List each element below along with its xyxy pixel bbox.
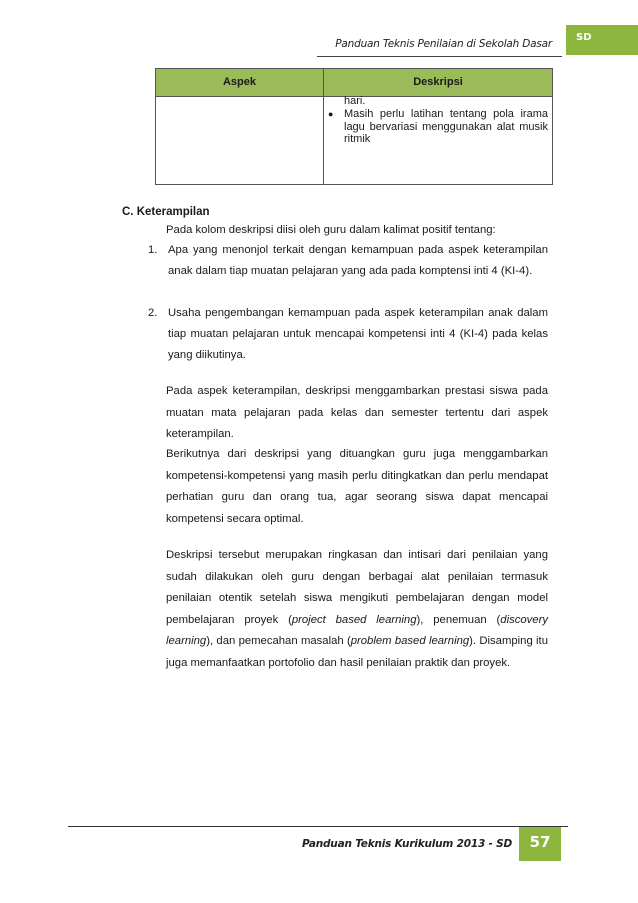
paragraph-2: Berikutnya dari deskripsi yang dituangkan guru juga menggambarkan kompetensi-kompetensi yang masih perlu ditingkatkan dan perlu mendapat perhatian guru dan orang tua, agar seorang siswa dapat mencapai kompetensi secara optimal.	[166, 448, 548, 525]
paragraph-1: Pada aspek keterampilan, deskripsi menggambarkan prestasi siswa pada muatan mata pelajaran pada kelas dan semester tertentu dari aspek keterampilan.	[166, 385, 548, 440]
header-aspek: Aspek	[222, 76, 257, 88]
term-pjbl: project based learning	[291, 613, 417, 626]
list-number: 2.	[148, 307, 158, 319]
paragraph-3	[166, 545, 548, 674]
level-tab	[566, 25, 638, 55]
intro-text: Pada kolom deskripsi diisi oleh guru dalam kalimat positif tentang:	[166, 224, 496, 236]
header-rule	[317, 56, 562, 57]
cell-continuation: hari.	[344, 95, 366, 107]
running-footer: Panduan Teknis Kurikulum 2013 - SD	[302, 838, 512, 850]
paragraph-3-part: ). Disamping itu juga memanfaatkan portofolio dan hasil penilaian praktik dan proyek.	[166, 635, 548, 669]
paragraph-3-part: ), penemuan (	[416, 613, 501, 626]
paragraph-3-part: Deskripsi tersebut merupakan ringkasan dan intisari dari penilaian yang sudah dilakukan oleh guru dengan berbagai alat penilaian termasuk penilaian otentik setelah siswa mengikuti pembelajaran dengan model pembelajaran proyek (	[166, 549, 548, 626]
description-table	[155, 68, 553, 185]
level-tab-label: SD	[576, 32, 592, 43]
list-text: Usaha pengembangan kemampuan pada aspek keterampilan anak dalam tiap muatan pelajaran untuk mencapai kompetensi inti 4 (KI-4) pada kelas yang diikutinya.	[168, 307, 548, 361]
section-title: C. Keterampilan	[122, 206, 210, 218]
page-number-box	[519, 827, 561, 861]
footer-rule	[68, 826, 568, 827]
paragraph-3-part: ), dan pemecahan masalah (	[206, 635, 351, 647]
term-pbl: problem based learning	[350, 635, 470, 647]
list-text: Apa yang menonjol terkait dengan kemampuan pada aspek keterampilan anak dalam tiap muatan pelajaran yang ada pada komptensi inti 4 (KI-4).	[168, 244, 548, 277]
term-discovery: discovery learning	[166, 613, 548, 647]
running-header: Panduan Teknis Penilaian di Sekolah Dasar	[335, 38, 552, 50]
bullet-text: Masih perlu latihan tentang pola irama lagu bervariasi menggunakan alat musik ritmik	[344, 108, 548, 145]
list-number: 1.	[148, 244, 158, 256]
bullet-icon: ●	[328, 109, 334, 119]
header-deskripsi: Deskripsi	[413, 76, 463, 88]
page-number: 57	[529, 833, 551, 851]
